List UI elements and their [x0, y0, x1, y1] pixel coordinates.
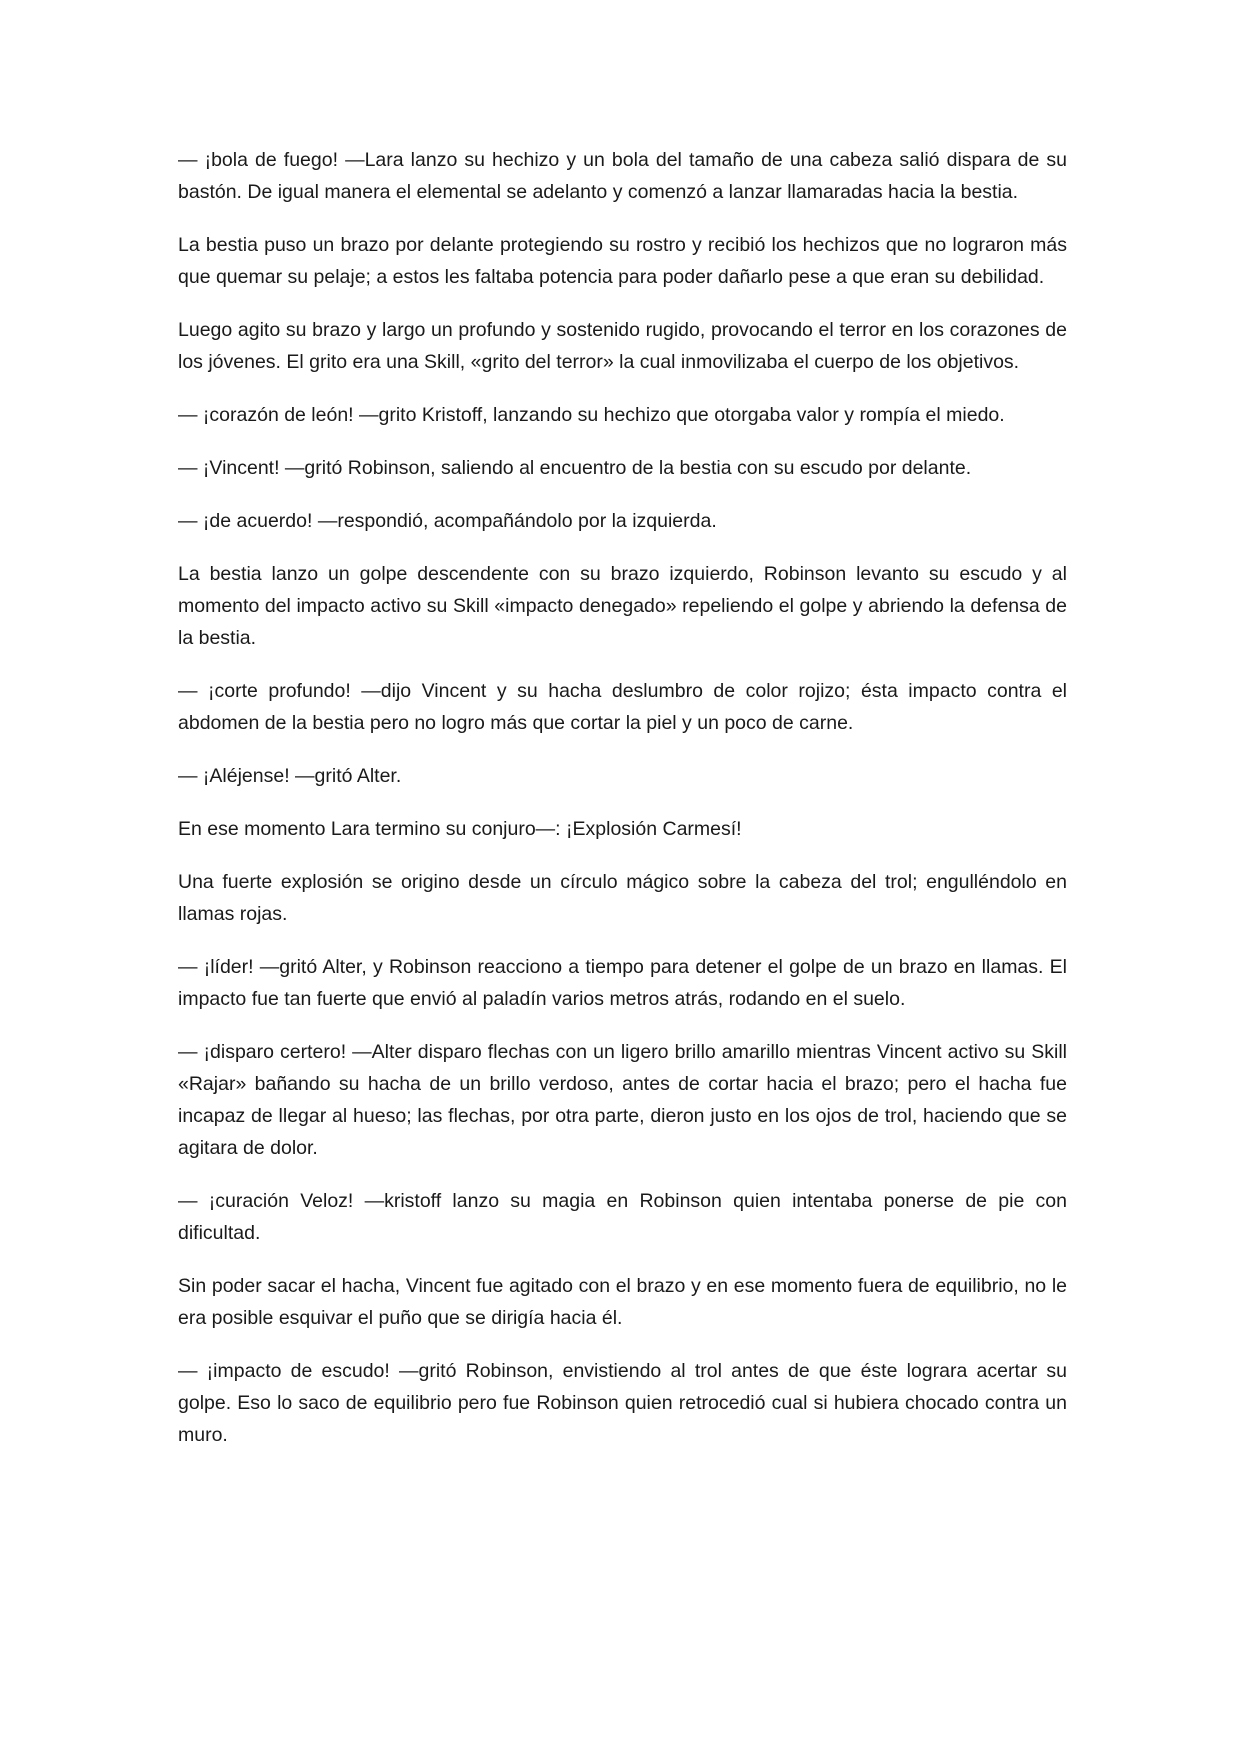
paragraph: — ¡bola de fuego! —Lara lanzo su hechizo y un bola del tamaño de una cabeza salió dispara de su bastón. De igual manera el elemental se adelanto y comenzó a lanzar llamaradas hacia la bestia.: [178, 149, 1067, 203]
paragraph: — ¡disparo certero! —Alter disparo flechas con un ligero brillo amarillo mientras Vincent activo su Skill «Rajar» bañando su hacha de un brillo verdoso, antes de cortar hacia el brazo; pero el hacha fue incapaz de llegar al hueso; las flechas, por otra parte, dieron justo en los ojos de trol, haciendo que se agitara de dolor.: [178, 1041, 1067, 1159]
paragraph: — ¡impacto de escudo! —gritó Robinson, envistiendo al trol antes de que éste lograra acertar su golpe. Eso lo saco de equilibrio pero fue Robinson quien retrocedió cual si hubiera chocado contra un muro.: [178, 1360, 1067, 1446]
document-body: [178, 144, 1067, 1472]
paragraph: — ¡corazón de león! —grito Kristoff, lanzando su hechizo que otorgaba valor y rompía el miedo.: [178, 404, 1005, 426]
paragraph: — ¡de acuerdo! —respondió, acompañándolo por la izquierda.: [178, 510, 717, 532]
paragraph: — ¡líder! —gritó Alter, y Robinson reacciono a tiempo para detener el golpe de un brazo en llamas. El impacto fue tan fuerte que envió al paladín varios metros atrás, rodando en el suelo.: [178, 956, 1067, 1010]
paragraph: Sin poder sacar el hacha, Vincent fue agitado con el brazo y en ese momento fuera de equilibrio, no le era posible esquivar el puño que se dirigía hacia él.: [178, 1275, 1067, 1329]
paragraph: Luego agito su brazo y largo un profundo y sostenido rugido, provocando el terror en los corazones de los jóvenes. El grito era una Skill, «grito del terror» la cual inmovilizaba el cuerpo de los objetivos.: [178, 319, 1067, 373]
paragraph: — ¡corte profundo! —dijo Vincent y su hacha deslumbro de color rojizo; ésta impacto contra el abdomen de la bestia pero no logro más que cortar la piel y un poco de carne.: [178, 680, 1067, 734]
paragraph: — ¡curación Veloz! —kristoff lanzo su magia en Robinson quien intentaba ponerse de pie con dificultad.: [178, 1190, 1067, 1244]
paragraph: Una fuerte explosión se origino desde un círculo mágico sobre la cabeza del trol; engulléndolo en llamas rojas.: [178, 871, 1067, 925]
paragraph: La bestia puso un brazo por delante protegiendo su rostro y recibió los hechizos que no lograron más que quemar su pelaje; a estos les faltaba potencia para poder dañarlo pese a que eran su debilidad.: [178, 234, 1067, 288]
paragraph: La bestia lanzo un golpe descendente con su brazo izquierdo, Robinson levanto su escudo y al momento del impacto activo su Skill «impacto denegado» repeliendo el golpe y abriendo la defensa de la bestia.: [178, 563, 1067, 649]
paragraph: En ese momento Lara termino su conjuro—: ¡Explosión Carmesí!: [178, 818, 742, 840]
paragraph: — ¡Vincent! —gritó Robinson, saliendo al encuentro de la bestia con su escudo por delante.: [178, 457, 972, 479]
paragraph: — ¡Aléjense! —gritó Alter.: [178, 765, 402, 787]
